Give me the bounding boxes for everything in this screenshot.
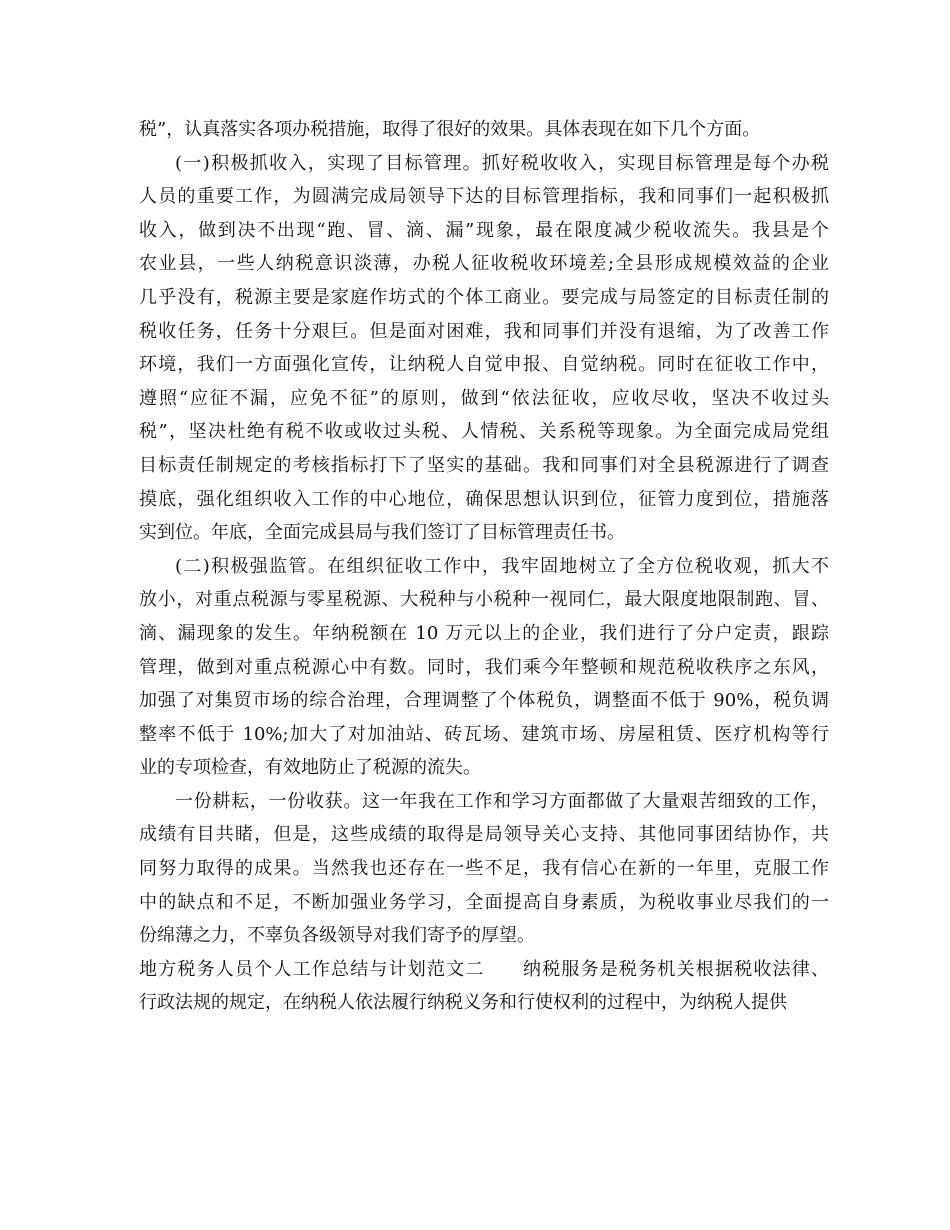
text-line: 地方税务人员个人工作总结与计划范文二 纳税服务是税务机关根据税收法律、 <box>139 958 829 980</box>
text-line: 税”，坚决杜绝有税不收或收过头税、人情税、关系税等现象。为全面完成局党组 <box>139 421 829 443</box>
text-line: 遵照“应征不漏，应免不征”的原则，做到“依法征收，应收尽收，坚决不收过头 <box>139 387 829 409</box>
text-line: (一)积极抓收入，实现了目标管理。抓好税收收入，实现目标管理是每个办税 <box>175 152 829 174</box>
text-line: 环境，我们一方面强化宣传，让纳税人自觉申报、自觉纳税。同时在征收工作中， <box>139 354 829 376</box>
paragraph-p1 <box>139 147 829 550</box>
text-line: 管理，做到对重点税源心中有数。同时，我们乘今年整顿和规范税收秩序之东风， <box>139 656 829 678</box>
text-line: 几乎没有，税源主要是家庭作坊式的个体工商业。要完成与局签定的目标责任制的 <box>139 286 829 308</box>
text-line: 行政法规的规定，在纳税人依法履行纳税义务和行使权利的过程中，为纳税人提供 <box>139 992 787 1014</box>
text-line: 份绵薄之力，不辜负各级领导对我们寄予的厚望。 <box>139 925 535 947</box>
text-line: 整率不低于 10%;加大了对加油站、砖瓦场、建筑市场、房屋租赁、医疗机构等行 <box>139 723 829 745</box>
text-line: 人员的重要工作，为圆满完成局领导下达的目标管理指标，我和同事们一起积极抓 <box>139 186 829 208</box>
text-line: 税收任务，任务十分艰巨。但是面对困难，我和同事们并没有退缩，为了改善工作 <box>139 320 829 342</box>
paragraph-p4 <box>139 953 829 1020</box>
text-line: 成绩有目共睹，但是，这些成绩的取得是局领导关心支持、其他同事团结协作，共 <box>139 824 829 846</box>
paragraph-p2 <box>139 550 829 785</box>
text-line: 实到位。年底，全面完成县局与我们签订了目标管理责任书。 <box>139 522 625 544</box>
text-line: 税”，认真落实各项办税措施，取得了很好的效果。具体表现在如下几个方面。 <box>139 119 761 140</box>
text-line: 农业县，一些人纳税意识淡薄，办税人征收税收环境差;全县形成规模效益的企业 <box>139 253 829 275</box>
paragraph-p0 <box>139 113 829 147</box>
paragraph-p3 <box>139 785 829 953</box>
text-line: 目标责任制规定的考核指标打下了坚实的基础。我和同事们对全县税源进行了调查 <box>139 454 829 476</box>
text-line: 收入，做到决不出现“跑、冒、滴、漏”现象，最在限度减少税收流失。我县是个 <box>139 219 829 241</box>
text-line: 加强了对集贸市场的综合治理，合理调整了个体税负，调整面不低于 90%，税负调 <box>139 690 829 712</box>
text-line: (二)积极强监管。在组织征收工作中，我牢固地树立了全方位税收观，抓大不 <box>175 555 829 577</box>
text-line: 滴、漏现象的发生。年纳税额在 10 万元以上的企业，我们进行了分户定责，跟踪 <box>139 622 829 644</box>
text-line: 同努力取得的成果。当然我也还存在一些不足，我有信心在新的一年里，克服工作 <box>139 858 829 880</box>
text-line: 一份耕耘，一份收获。这一年我在工作和学习方面都做了大量艰苦细致的工作， <box>175 790 829 812</box>
document-body <box>139 113 829 1020</box>
text-line: 业的专项检查，有效地防止了税源的流失。 <box>139 757 481 779</box>
text-line: 放小，对重点税源与零星税源、大税种与小税种一视同仁，最大限度地限制跑、冒、 <box>139 589 829 611</box>
text-line: 摸底，强化组织收入工作的中心地位，确保思想认识到位，征管力度到位，措施落 <box>139 488 829 510</box>
text-line: 中的缺点和不足，不断加强业务学习，全面提高自身素质，为税收事业尽我们的一 <box>139 891 829 913</box>
